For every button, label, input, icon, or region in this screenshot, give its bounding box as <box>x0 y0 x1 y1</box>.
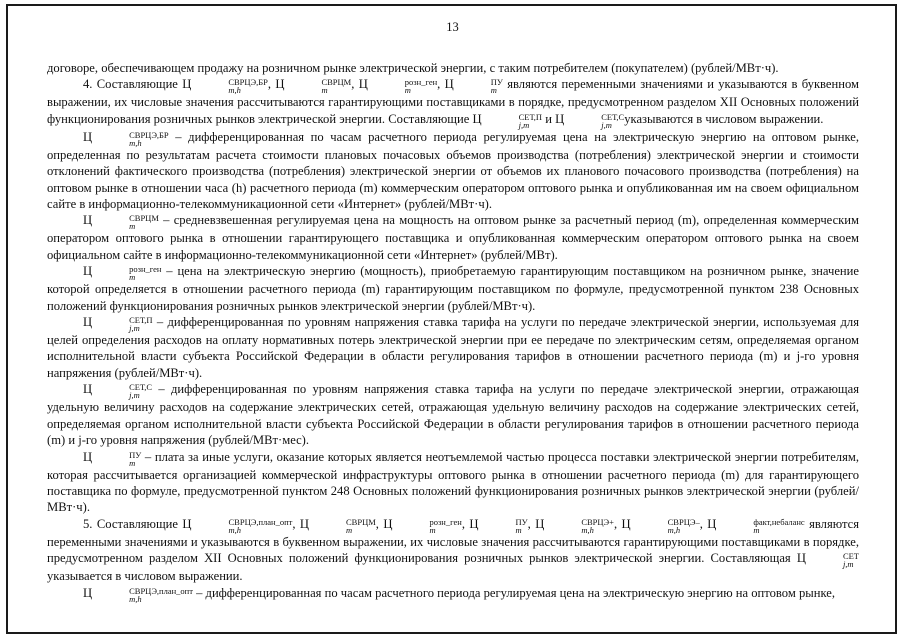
symbol-subscript: m,h <box>581 524 594 535</box>
symbol-base: Ц <box>83 382 93 397</box>
symbol-indices <box>93 451 141 467</box>
price-symbol <box>796 551 859 570</box>
symbol-indices <box>93 131 169 147</box>
symbol-base: Ц <box>83 585 93 600</box>
price-symbol <box>444 77 503 96</box>
document-body <box>47 60 859 603</box>
symbol-indices <box>393 518 461 534</box>
symbol-base: Ц <box>383 516 393 531</box>
symbol-subscript: m <box>346 524 353 535</box>
symbol-superscript: СВРЦЭ,БР <box>228 77 268 88</box>
text-run: – средневзвешенная регулируемая цена на мощность на оптовом рынке за расчетный период (m), определенная коммерческим оператором оптового рынка в отношении гарантирующего поставщика и опубликованная коммерческим оператором оптового рынка на своем официальном сайте в информационно-телекоммуникационной сети «Интернет» (рублей/МВт). <box>47 213 859 262</box>
symbol-base: Ц <box>621 516 631 531</box>
symbol-subscript: m,h <box>228 85 241 96</box>
symbol-subscript: m <box>129 457 136 468</box>
symbol-superscript: СВРЦМ <box>321 77 352 88</box>
symbol-base: Ц <box>707 516 717 531</box>
symbol-superscript: ПУ <box>129 449 142 460</box>
symbol-subscript: m,h <box>228 524 242 535</box>
paragraph-p8 <box>47 516 859 585</box>
text-run: указываются в числовом выражении. <box>624 111 824 126</box>
text-run: договоре, обеспечивающем продажу на розничном рынке электрической энергии, с таким потребителем (покупателем) (рублей/МВт·ч). <box>47 61 779 75</box>
symbol-indices <box>93 265 161 281</box>
text-run: , <box>461 516 470 531</box>
price-symbol <box>83 382 153 401</box>
price-symbol <box>275 77 352 96</box>
price-symbol <box>83 264 162 283</box>
symbol-subscript: j,m <box>601 119 612 130</box>
symbol-indices <box>93 587 193 603</box>
text-run: , <box>527 516 536 531</box>
symbol-subscript: j,m <box>518 119 530 130</box>
symbol-superscript: СВРЦЭ– <box>667 516 700 527</box>
symbol-base: Ц <box>444 77 454 92</box>
page-number: 13 <box>446 20 459 34</box>
symbol-base: Ц <box>299 516 310 531</box>
text-run: , <box>351 77 359 92</box>
symbol-subscript: m <box>129 221 136 232</box>
symbol-base: Ц <box>555 111 565 126</box>
symbol-indices <box>93 316 152 332</box>
symbol-indices <box>192 78 268 94</box>
price-symbol <box>83 315 153 334</box>
symbol-subscript: m <box>515 524 522 535</box>
symbol-base: Ц <box>472 111 482 126</box>
symbol-indices <box>310 518 376 534</box>
price-symbol <box>707 516 805 535</box>
text-run: – дифференцированная по часам расчетного периода регулируемая цена на электрическую энергию на оптовом рынке, <box>192 585 835 600</box>
text-run: 4. Составляющие <box>83 77 183 92</box>
symbol-base: Ц <box>358 77 368 92</box>
symbol-base: Ц <box>83 449 93 464</box>
text-run: , <box>437 77 445 92</box>
symbol-superscript: розн_ген <box>429 516 462 527</box>
symbol-base: Ц <box>796 551 806 566</box>
symbol-superscript: розн_ген <box>404 77 438 88</box>
symbol-superscript: СВРЦЭ,план_опт <box>129 585 193 596</box>
symbol-indices <box>285 78 351 94</box>
price-symbol <box>299 516 376 535</box>
symbol-subscript: m <box>321 85 328 96</box>
text-run: и <box>542 111 556 126</box>
symbol-superscript: СЕТ,С <box>601 111 625 122</box>
symbol-subscript: m,h <box>129 137 142 148</box>
price-symbol <box>469 516 528 535</box>
symbol-subscript: m <box>129 272 136 283</box>
symbol-superscript: СВРЦЭ,БР <box>129 129 169 140</box>
symbol-superscript: СВРЦЭ,план_опт <box>228 516 293 527</box>
symbol-superscript: ПУ <box>490 77 503 88</box>
text-run: , <box>267 77 276 92</box>
price-symbol <box>182 77 268 96</box>
text-run: являются переменными значениями и указываются в буквенном выражении, их числовые значения рассчитываются гарантирующими поставщиками в порядке, предусмотренном разделом XII Основных положений функционирования розничных рынков электрической энергии. Составляющая <box>47 516 860 566</box>
symbol-subscript: m,h <box>667 524 681 535</box>
price-symbol <box>182 516 293 535</box>
symbol-indices <box>717 518 804 534</box>
symbol-subscript: m <box>404 85 411 96</box>
symbol-base: Ц <box>182 516 192 531</box>
symbol-superscript: розн_ген <box>129 264 162 275</box>
symbol-subscript: m <box>490 85 497 96</box>
text-run: , <box>699 516 708 531</box>
text-run: – дифференцированная по уровням напряжения ставка тарифа на услуги по передаче электрической энергии, отражающая удельную величину расходов на содержание электрических сетей, отражающая удельную величину расходов на содержание электрических сетей, определяемая органом исполнительной власти субъекта Российской Федерации в области регулирования тарифов в отношении расчетного периода (m) и j-го уровня напряжения (рублей/МВт·мес). <box>47 382 859 448</box>
paragraph-p4 <box>47 263 859 314</box>
price-symbol <box>358 77 438 96</box>
symbol-superscript: СВРЦМ <box>129 213 159 224</box>
symbol-base: Ц <box>83 213 93 228</box>
paragraph-p3 <box>47 212 859 263</box>
text-run: , <box>292 516 300 531</box>
symbol-indices <box>369 78 437 94</box>
symbol-superscript: СЕТ,С <box>129 382 153 393</box>
text-run: , <box>375 516 384 531</box>
symbol-base: Ц <box>83 315 93 330</box>
symbol-base: Ц <box>83 129 93 144</box>
symbol-base: Ц <box>275 77 285 92</box>
price-symbol <box>83 129 169 148</box>
paragraph-p7 <box>47 449 859 516</box>
symbol-subscript: j,m <box>129 323 140 334</box>
symbol-subscript: j,m <box>842 559 854 570</box>
symbol-indices <box>483 113 542 129</box>
symbol-base: Ц <box>535 516 545 531</box>
paragraph-p1 <box>47 76 859 128</box>
symbol-superscript: СЕТ,П <box>518 111 543 122</box>
price-symbol <box>621 516 700 535</box>
text-run: являются переменными значениями и указываются в буквенном выражении, их числовые значения рассчитываются гарантирующими поставщиками в порядке, предусмотренном разделом XII Основных положений функционирования розничных рынков электрической энергии. Составляющие <box>47 77 860 126</box>
symbol-superscript: СВРЦЭ+ <box>581 516 614 527</box>
symbol-indices <box>93 383 152 399</box>
paragraph-p0 <box>47 60 859 76</box>
symbol-indices <box>807 552 859 568</box>
price-symbol <box>83 213 159 232</box>
symbol-subscript: m <box>753 524 760 535</box>
symbol-base: Ц <box>469 516 479 531</box>
price-symbol <box>535 516 614 535</box>
text-run: – дифференцированная по часам расчетного периода регулируемая цена на электрическую энергию на оптовом рынке, определенная по результатам расчета стоимости плановых почасовых объемов производства (потребления) электрической энергии и стоимости отклонений фактического производства (потребления) электрической энергии от объемов их планового почасового производства (потребления) на оптовом рынке в отношении часа (h) расчетного периода (m) коммерческим оператором оптового рынка и опубликованная им на своем официальном сайте в информационно-телекоммуникационной сети «Интернет» (рублей/МВт·ч). <box>47 129 859 212</box>
symbol-indices <box>545 518 614 534</box>
symbol-superscript: факт,небаланс <box>753 516 805 527</box>
paragraph-p5 <box>47 314 859 381</box>
price-symbol <box>383 516 462 535</box>
symbol-indices <box>565 113 624 129</box>
text-run: – плата за иные услуги, оказание которых является неотъемлемой частью процесса поставки электрической энергии потребителям, которая рассчитывается организацией коммерческой инфраструктуры оптового рынка в отношении расчетного периода (m) для гарантирующего поставщика по формуле, предусмотренной пунктом 248 Основных положений функционирования розничных рынков электрической энергии (рублей/МВт·ч). <box>47 449 859 515</box>
symbol-subscript: m <box>429 524 436 535</box>
symbol-indices <box>93 214 159 230</box>
price-symbol <box>83 449 142 468</box>
symbol-indices <box>479 518 527 534</box>
symbol-base: Ц <box>182 77 192 92</box>
price-symbol <box>83 585 193 604</box>
symbol-superscript: СВРЦМ <box>346 516 376 527</box>
paragraph-p9 <box>47 585 859 603</box>
symbol-base: Ц <box>83 264 93 279</box>
symbol-indices <box>632 518 700 534</box>
price-symbol <box>472 111 543 130</box>
symbol-indices <box>193 518 293 534</box>
symbol-superscript: ПУ <box>515 516 528 527</box>
text-run: – дифференцированная по уровням напряжения ставка тарифа на услуги по передаче электрической энергии, используемая для целей определения расходов на оплату нормативных потерь электрической энергии при ее передаче по электрическим сетям, определяемая органом исполнительной власти субъекта Российской Федерации в области регулирования тарифов в отношении расчетного периода (m) и j-го уровня напряжения (рублей/МВт·ч). <box>47 315 859 380</box>
symbol-indices <box>455 78 503 94</box>
text-run: – цена на электрическую энергию (мощность), приобретаемую гарантирующим поставщиком на розничном рынке, значение которой определяется в отношении расчетного периода (m) гарантирующим поставщиком по формуле, предусмотренной пунктом 238 Основных положений функционирования розничных рынков электрической энергии (рублей/МВт·ч). <box>47 264 859 313</box>
price-symbol <box>555 111 625 130</box>
text-run: 5. Составляющие <box>83 516 183 531</box>
text-run: , <box>613 516 622 531</box>
symbol-subscript: j,m <box>129 390 140 401</box>
symbol-superscript: СЕТ,П <box>129 315 153 326</box>
text-run: указывается в числовом выражении. <box>47 569 243 584</box>
symbol-subscript: m,h <box>129 593 142 604</box>
paragraph-p6 <box>47 381 859 448</box>
paragraph-p2 <box>47 129 859 213</box>
symbol-superscript: СЕТ <box>842 551 859 562</box>
